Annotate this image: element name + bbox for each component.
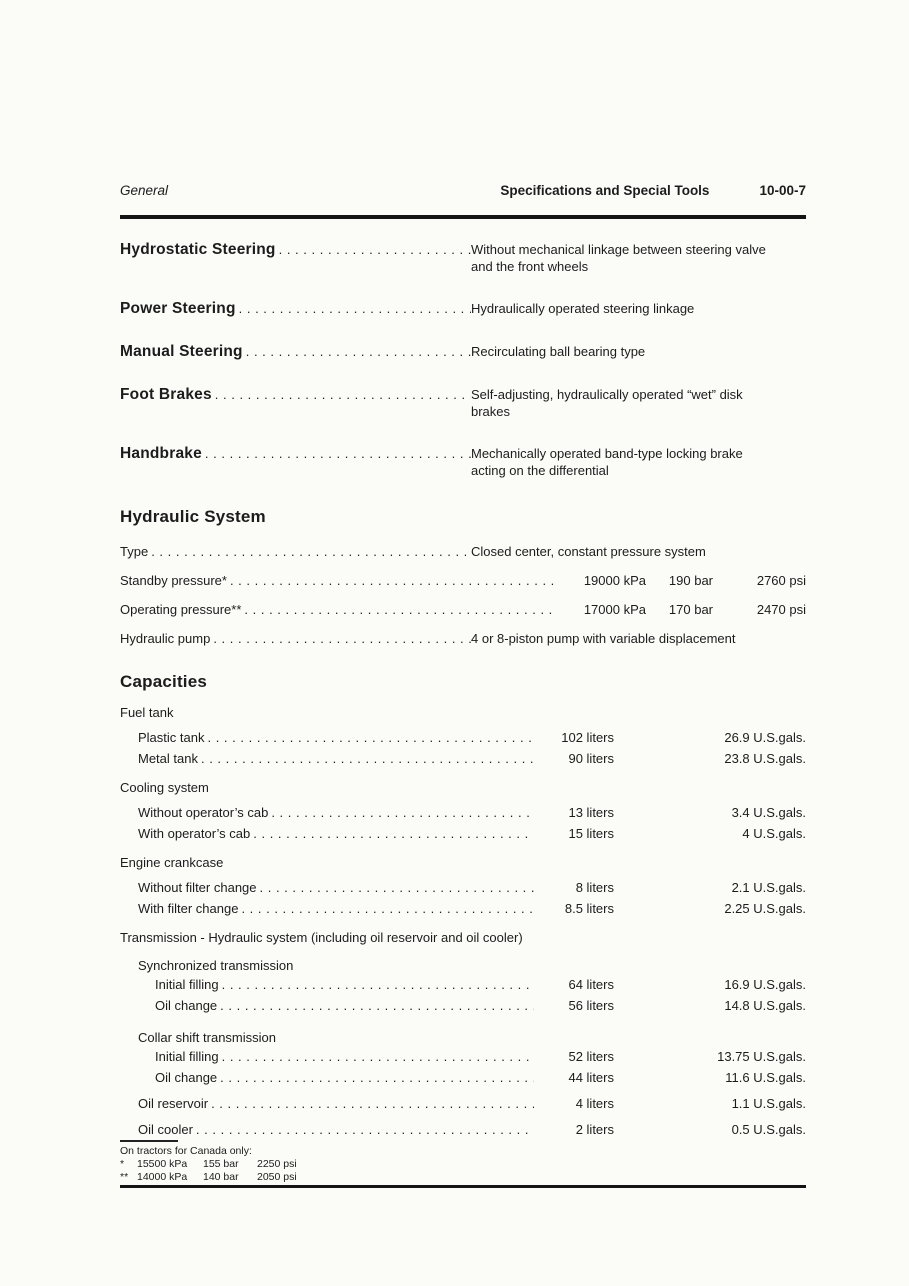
row-label: Plastic tank <box>138 730 205 745</box>
gals-value: 14.8 U.S.gals. <box>724 998 806 1013</box>
row-label: Hydraulic pump <box>120 631 211 646</box>
group-label-transmission: Transmission - Hydraulic system (including oil reservoir and oil cooler) <box>120 930 523 945</box>
dot-leader <box>204 729 534 746</box>
row-label: Metal tank <box>138 751 198 766</box>
capacity-row-with-cab <box>120 825 806 842</box>
dot-leader <box>210 630 471 647</box>
footnote-psi-value: 2250 psi <box>257 1158 297 1170</box>
dot-leader <box>276 242 471 257</box>
capacity-row-oil-cooler <box>120 1121 806 1138</box>
gals-value: 23.8 U.S.gals. <box>724 751 806 766</box>
kpa-value: 19000 kPa <box>583 573 646 588</box>
spec-description <box>471 445 806 479</box>
row-value: Closed center, constant pressure system <box>471 544 706 559</box>
liters-value: 64 liters <box>568 977 614 992</box>
liters-value: 8.5 liters <box>564 901 614 916</box>
gals-value: 2.25 U.S.gals. <box>724 901 806 916</box>
spec-entry-power-steering <box>120 300 806 318</box>
row-hydraulic-pump <box>120 630 806 647</box>
dot-leader <box>198 750 534 767</box>
row-label: Oil reservoir <box>138 1096 209 1111</box>
page-header <box>120 183 806 199</box>
dot-leader <box>257 879 534 896</box>
capacity-row-sync-oil-change <box>120 997 806 1014</box>
spec-entry-foot-brakes <box>120 386 806 420</box>
spec-description <box>471 241 806 275</box>
footnote-row <box>120 1158 806 1170</box>
row-label: Without filter change <box>138 880 257 895</box>
hydraulic-system-heading: Hydraulic System <box>120 507 266 526</box>
row-label: Initial filling <box>155 1049 219 1064</box>
row-label: Oil change <box>155 1070 218 1085</box>
bar-value: 170 bar <box>668 602 713 617</box>
bottom-rule <box>120 1185 806 1188</box>
footnote-marker: * <box>120 1158 125 1170</box>
liters-value: 56 liters <box>568 998 614 1013</box>
dot-leader <box>212 387 471 402</box>
liters-value: 4 liters <box>575 1096 614 1111</box>
row-operating-pressure <box>120 601 806 618</box>
header-page-number: 10-00-7 <box>759 183 806 198</box>
gals-value: 11.6 U.S.gals. <box>725 1070 806 1085</box>
capacity-row-metal-tank <box>120 750 806 767</box>
capacity-row-collar-oil-change <box>120 1069 806 1086</box>
footnote-row <box>120 1171 806 1183</box>
psi-value: 2760 psi <box>756 573 806 588</box>
spec-description-line: Recirculating ball bearing type <box>471 344 646 359</box>
dot-leader <box>238 900 534 917</box>
liters-value: 8 liters <box>575 880 614 895</box>
capacity-row-without-filter <box>120 879 806 896</box>
spec-description-line: acting on the differential <box>471 463 609 478</box>
spec-term: Foot Brakes <box>120 386 212 403</box>
subgroup-label-collar-shift: Collar shift transmission <box>138 1030 276 1045</box>
row-type <box>120 543 806 560</box>
spec-term: Power Steering <box>120 300 236 317</box>
row-label: With operator’s cab <box>138 826 251 841</box>
gals-value: 13.75 U.S.gals. <box>717 1049 806 1064</box>
row-label: Without operator’s cab <box>138 805 269 820</box>
row-standby-pressure <box>120 572 806 589</box>
page-content <box>120 183 806 1188</box>
dot-leader <box>250 825 534 842</box>
gals-value: 2.1 U.S.gals. <box>731 880 806 895</box>
gals-value: 16.9 U.S.gals. <box>724 977 806 992</box>
row-label: Type <box>120 544 149 559</box>
dot-leader <box>208 1095 534 1112</box>
capacity-row-plastic-tank <box>120 729 806 746</box>
capacity-row-with-filter <box>120 900 806 917</box>
row-label: Initial filling <box>155 977 219 992</box>
liters-value: 13 liters <box>568 805 614 820</box>
spec-description <box>471 386 806 420</box>
capacity-row-oil-reservoir <box>120 1095 806 1112</box>
spec-description-line: Mechanically operated band-type locking brake <box>471 446 743 461</box>
subgroup-label-synchronized: Synchronized transmission <box>138 958 294 973</box>
liters-value: 52 liters <box>568 1049 614 1064</box>
header-section-label: General <box>120 183 169 198</box>
dot-leader <box>243 344 471 359</box>
gals-value: 26.9 U.S.gals. <box>724 730 806 745</box>
spec-description <box>471 343 806 360</box>
dot-leader <box>219 1048 534 1065</box>
footnote-marker: ** <box>120 1171 129 1183</box>
dot-leader <box>268 804 534 821</box>
spec-description-line: brakes <box>471 404 511 419</box>
row-label: Oil change <box>155 998 218 1013</box>
spec-description <box>471 300 806 317</box>
dot-leader <box>227 572 558 589</box>
footnote-rule <box>120 1140 178 1142</box>
dot-leader <box>193 1121 534 1138</box>
spec-term: Manual Steering <box>120 343 243 360</box>
footnote-kpa-value: 15500 kPa <box>137 1158 188 1170</box>
row-label: With filter change <box>138 901 239 916</box>
row-label: Standby pressure* <box>120 573 227 588</box>
dot-leader <box>217 1069 534 1086</box>
dot-leader <box>236 301 471 316</box>
gals-value: 3.4 U.S.gals. <box>731 805 806 820</box>
dot-leader <box>217 997 534 1014</box>
footnote-bar-value: 155 bar <box>203 1158 239 1170</box>
capacity-row-without-cab <box>120 804 806 821</box>
spec-entry-hydrostatic-steering <box>120 241 806 275</box>
spec-entry-manual-steering <box>120 343 806 361</box>
group-label-fuel-tank: Fuel tank <box>120 705 174 720</box>
gals-value: 0.5 U.S.gals. <box>731 1122 806 1137</box>
spec-description-line: and the front wheels <box>471 259 589 274</box>
dot-leader <box>241 601 558 618</box>
spec-description-line: Without mechanical linkage between steering valve <box>471 242 766 257</box>
liters-value: 2 liters <box>575 1122 614 1137</box>
liters-value: 44 liters <box>568 1070 614 1085</box>
header-title: Specifications and Special Tools <box>500 183 710 198</box>
row-value: 4 or 8-piston pump with variable displacement <box>471 631 736 646</box>
kpa-value: 17000 kPa <box>583 602 646 617</box>
gals-value: 4 U.S.gals. <box>742 826 806 841</box>
liters-value: 102 liters <box>561 730 614 745</box>
spec-term: Hydrostatic Steering <box>120 241 276 258</box>
footnote-intro: On tractors for Canada only: <box>120 1145 252 1157</box>
group-label-cooling-system: Cooling system <box>120 780 209 795</box>
footnote-bar-value: 140 bar <box>203 1171 239 1183</box>
row-label: Operating pressure** <box>120 602 242 617</box>
gals-value: 1.1 U.S.gals. <box>731 1096 806 1111</box>
footnote <box>120 1140 806 1188</box>
dot-leader <box>148 543 471 560</box>
spec-description-line: Self-adjusting, hydraulically operated “wet” disk <box>471 387 743 402</box>
psi-value: 2470 psi <box>756 602 806 617</box>
spec-term: Handbrake <box>120 445 202 462</box>
footnote-kpa-value: 14000 kPa <box>137 1171 188 1183</box>
top-rule <box>120 215 806 219</box>
liters-value: 15 liters <box>568 826 614 841</box>
footnote-psi-value: 2050 psi <box>257 1171 297 1183</box>
dot-leader <box>219 976 534 993</box>
spec-description-line: Hydraulically operated steering linkage <box>471 301 695 316</box>
capacities-heading: Capacities <box>120 672 208 691</box>
dot-leader <box>202 446 471 461</box>
row-label: Oil cooler <box>138 1122 193 1137</box>
bar-value: 190 bar <box>668 573 713 588</box>
group-label-engine-crankcase: Engine crankcase <box>120 855 224 870</box>
capacity-row-sync-initial-filling <box>120 976 806 993</box>
capacity-row-collar-initial-filling <box>120 1048 806 1065</box>
steering-brakes-list <box>120 241 806 479</box>
spec-entry-handbrake <box>120 445 806 479</box>
liters-value: 90 liters <box>568 751 614 766</box>
